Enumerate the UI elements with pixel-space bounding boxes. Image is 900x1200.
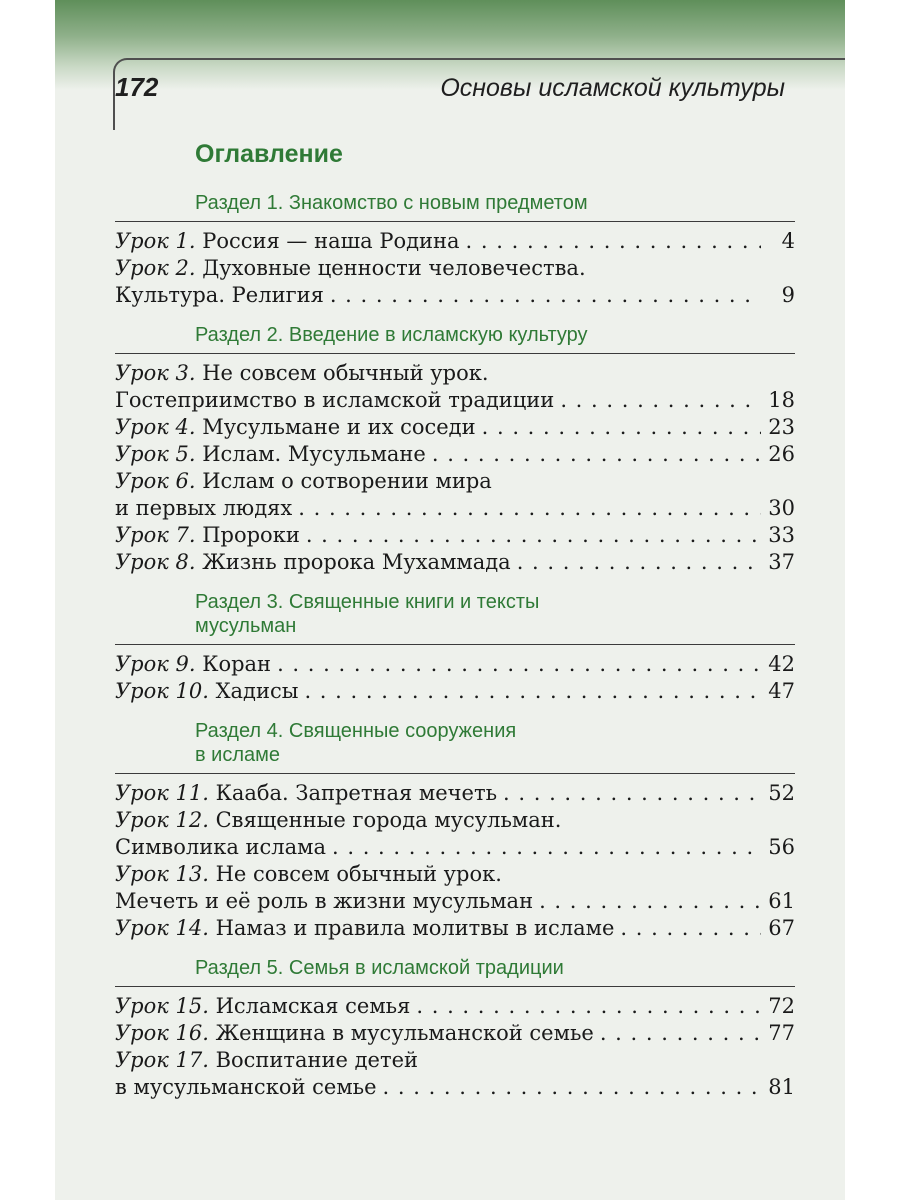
lesson-title: Исламская семья [215, 994, 411, 1018]
lesson-title: Священные города мусульман. [215, 808, 562, 832]
section-title [195, 191, 795, 215]
toc-entry[interactable] [115, 651, 795, 678]
lesson-title: Воспитание детей [215, 1048, 419, 1072]
lesson-title: Россия — наша Родина [202, 229, 460, 253]
dot-leader [304, 678, 761, 705]
lesson-title: в мусульманской семье [115, 1075, 377, 1099]
toc-entry[interactable] [115, 441, 795, 468]
toc-entry-text [115, 282, 324, 309]
lesson-label: Урок 13. [115, 862, 209, 886]
toc-entry-line [115, 888, 795, 915]
toc-entry-line [115, 834, 795, 861]
book-page [55, 0, 845, 1200]
toc-entry-text [115, 1074, 377, 1101]
toc-entry-line [115, 522, 795, 549]
lesson-title: Мусульмане и их соседи [202, 415, 476, 439]
lesson-label: Урок 2. [115, 256, 196, 280]
toc-entry-line [115, 228, 795, 255]
page-ref: 26 [768, 442, 795, 466]
section-title-line: мусульман [195, 615, 297, 637]
lesson-title: Кааба. Запретная мечеть [215, 781, 498, 805]
toc-entry[interactable] [115, 1020, 795, 1047]
page-ref: 61 [768, 889, 795, 913]
toc-entry-text [115, 255, 586, 282]
section-title-line: Раздел 5. Семья в исламской традиции [195, 957, 564, 979]
page-ref: 56 [768, 835, 795, 859]
toc-entry-line [115, 807, 795, 834]
toc-entry-text [115, 807, 561, 834]
lesson-title: Духовные ценности человечества. [202, 256, 586, 280]
lesson-label: Урок 17. [115, 1048, 209, 1072]
page-ref: 18 [768, 388, 795, 412]
toc-entry-text [115, 888, 533, 915]
toc-entry-line [115, 678, 795, 705]
lesson-title: и первых людях [115, 496, 293, 520]
section-divider [115, 986, 795, 987]
lesson-title: Символика ислама [115, 835, 326, 859]
section-divider [115, 221, 795, 222]
dot-leader [332, 834, 761, 861]
toc-entry[interactable] [115, 228, 795, 255]
section-title [195, 719, 795, 767]
lesson-title: Мечеть и её роль в жизни мусульман [115, 889, 534, 913]
toc-entry-line [115, 414, 795, 441]
toc-entry-line [115, 1020, 795, 1047]
toc-entry[interactable] [115, 414, 795, 441]
lesson-title: Гостеприимство в исламской традиции [115, 388, 555, 412]
toc-entry-text [115, 414, 476, 441]
toc-entry-text [115, 915, 614, 942]
toc-entry-text [115, 993, 410, 1020]
toc-entry[interactable] [115, 1047, 795, 1101]
page-ref: 4 [781, 229, 795, 253]
page-ref: 67 [768, 916, 795, 940]
toc-entry-line [115, 387, 795, 414]
toc-entry-line [115, 915, 795, 942]
toc-entry-text [115, 780, 497, 807]
lesson-label: Урок 15. [115, 994, 209, 1018]
toc-entry[interactable] [115, 915, 795, 942]
section-divider [115, 353, 795, 354]
page-number: 172 [115, 72, 159, 102]
section-divider [115, 773, 795, 774]
toc-entry-line [115, 468, 795, 495]
lesson-title: Намаз и правила молитвы в исламе [215, 916, 615, 940]
toc-entry[interactable] [115, 780, 795, 807]
toc-heading: Оглавление [195, 140, 343, 168]
page-ref: 9 [781, 283, 795, 307]
page-ref: 77 [768, 1021, 795, 1045]
page-ref: 33 [768, 523, 795, 547]
page-ref: 30 [768, 496, 795, 520]
table-of-contents [115, 140, 795, 1101]
section-title-line: в исламе [195, 744, 281, 766]
dot-leader [298, 495, 761, 522]
lesson-title: Пророки [202, 523, 300, 547]
dot-leader [600, 1020, 761, 1047]
section-title-line: Раздел 2. Введение в исламскую культуру [195, 324, 588, 346]
toc-entry[interactable] [115, 255, 795, 309]
lesson-title: Не совсем обычный урок. [215, 862, 502, 886]
toc-entry[interactable] [115, 360, 795, 414]
dot-leader [383, 1074, 761, 1101]
page-ref: 23 [768, 415, 795, 439]
dot-leader [277, 651, 761, 678]
dot-leader [503, 780, 761, 807]
page-ref: 52 [768, 781, 795, 805]
section-title-line: Раздел 4. Священные сооружения [195, 720, 517, 742]
toc-entry-line [115, 549, 795, 576]
lesson-label: Урок 11. [115, 781, 209, 805]
page-ref: 81 [768, 1075, 795, 1099]
toc-entry-line [115, 441, 795, 468]
section-title-line: Раздел 1. Знакомство с новым предметом [195, 192, 588, 214]
toc-entry-text [115, 651, 271, 678]
page-ref: 42 [768, 652, 795, 676]
toc-entry[interactable] [115, 678, 795, 705]
toc-entry-line [115, 651, 795, 678]
toc-entry-text [115, 834, 326, 861]
dot-leader [432, 441, 761, 468]
toc-entry-text [115, 549, 511, 576]
section-title [195, 323, 795, 347]
dot-leader [330, 282, 761, 309]
lesson-title: Ислам. Мусульмане [202, 442, 426, 466]
dot-leader [416, 993, 761, 1020]
lesson-label: Урок 5. [115, 442, 196, 466]
lesson-label: Урок 9. [115, 652, 196, 676]
section-title-line: Раздел 3. Священные книги и тексты [195, 591, 540, 613]
lesson-label: Урок 3. [115, 361, 196, 385]
toc-entry-text [115, 441, 426, 468]
toc-entry-line [115, 780, 795, 807]
toc-entry[interactable] [115, 522, 795, 549]
toc-entry-text [115, 678, 298, 705]
toc-entry[interactable] [115, 993, 795, 1020]
toc-entry-line [115, 1047, 795, 1074]
lesson-label: Урок 12. [115, 808, 209, 832]
lesson-title: Культура. Религия [115, 283, 324, 307]
section-title [195, 956, 795, 980]
lesson-title: Жизнь пророка Мухаммада [202, 550, 511, 574]
toc-entry-text [115, 387, 554, 414]
lesson-label: Урок 10. [115, 679, 209, 703]
dot-leader [560, 387, 761, 414]
lesson-title: Ислам о сотворении мира [202, 469, 492, 493]
lesson-label: Урок 1. [115, 229, 196, 253]
section-title [195, 590, 795, 638]
toc-entry-text [115, 228, 460, 255]
lesson-title: Коран [202, 652, 272, 676]
toc-entry-line [115, 495, 795, 522]
toc-entry-text [115, 468, 492, 495]
toc-entry[interactable] [115, 468, 795, 522]
dot-leader [306, 522, 761, 549]
lesson-label: Урок 7. [115, 523, 196, 547]
section-divider [115, 644, 795, 645]
page-ref: 72 [768, 994, 795, 1018]
lesson-label: Урок 4. [115, 415, 196, 439]
page-ref: 47 [768, 679, 795, 703]
dot-leader [482, 414, 761, 441]
lesson-title: Не совсем обычный урок. [202, 361, 489, 385]
toc-entry-line [115, 282, 795, 309]
dot-leader [466, 228, 761, 255]
toc-entry-text [115, 495, 292, 522]
toc-entry-text [115, 861, 502, 888]
toc-entry-line [115, 861, 795, 888]
toc-entry-text [115, 1047, 418, 1074]
toc-entry-text [115, 360, 489, 387]
toc-entry[interactable] [115, 861, 795, 915]
dot-leader [539, 888, 761, 915]
dot-leader [620, 915, 761, 942]
lesson-title: Хадисы [215, 679, 299, 703]
toc-entry-text [115, 522, 300, 549]
dot-leader [517, 549, 761, 576]
lesson-label: Урок 14. [115, 916, 209, 940]
lesson-label: Урок 16. [115, 1021, 209, 1045]
lesson-title: Женщина в мусульманской семье [215, 1021, 594, 1045]
toc-entry-line [115, 993, 795, 1020]
page-title: Основы исламской культуры [440, 74, 785, 102]
lesson-label: Урок 6. [115, 469, 196, 493]
toc-entry-line [115, 1074, 795, 1101]
toc-entry-text [115, 1020, 594, 1047]
lesson-label: Урок 8. [115, 550, 196, 574]
toc-entry[interactable] [115, 549, 795, 576]
page-ref: 37 [768, 550, 795, 574]
toc-entry-line [115, 360, 795, 387]
toc-entry[interactable] [115, 807, 795, 861]
toc-entry-line [115, 255, 795, 282]
